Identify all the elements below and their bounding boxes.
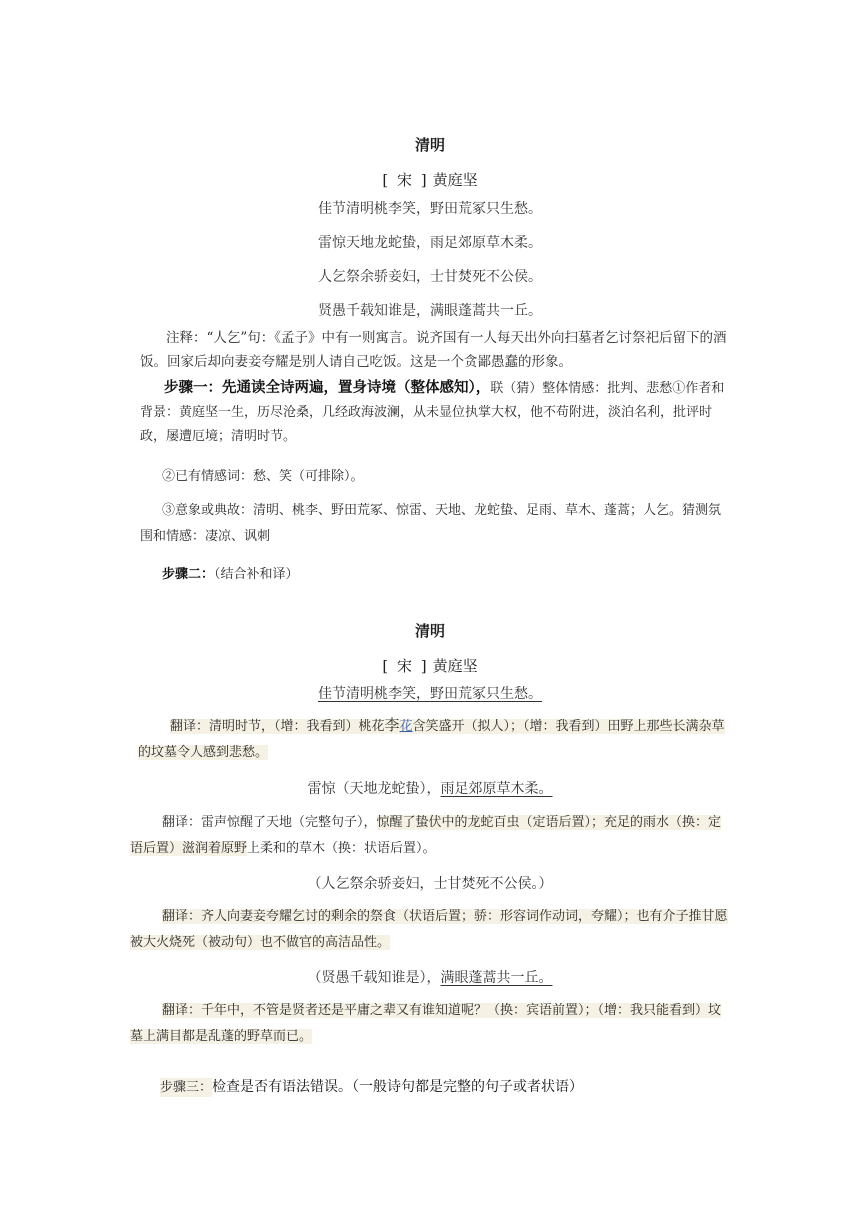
step3-label: 步骤三： <box>160 1080 213 1095</box>
step2-label: 步骤二： <box>162 566 215 581</box>
poem-title: 清明 <box>414 137 445 154</box>
translation-2-part-b: 惊醒了蛰伏中的龙蛇百虫（定语后置）；充足的雨水（换：定语后置）滋润着原野 <box>130 815 722 856</box>
poem-line-3-annotated: （人乞祭余骄妾妇，士甘焚死不公侯。） <box>307 876 553 892</box>
translation-3-text: 翻译：齐人向妻妾夸耀乞讨的剩余的祭食（状语后置；骄：形容词作动词，夸耀）；也有介子推甘愿被大火烧死（被动句）也不做官的高洁品性。 <box>130 909 728 950</box>
dynasty-label-2: [ 宋 ] <box>382 657 429 675</box>
author-name-2: 黄庭坚 <box>432 657 478 675</box>
poem-line-1-annotated <box>0 683 860 703</box>
step1-text: 联（猜）整体情感：批判、悲愁①作者和背景：黄庭坚一生，历尽沧桑，几经政海波澜，从未显位执掌大权，他不苟附进，淡泊名利，批评时政，屡遭厄境；清明时节。 <box>140 381 725 444</box>
translation-1 <box>138 712 732 766</box>
translation-3 <box>130 904 730 956</box>
poem-author <box>0 169 860 190</box>
step1-item-2: ②已有情感词：愁、笑（可排除）。 <box>162 469 364 484</box>
poem-line-2-part-a: 雷惊（天地龙蛇蛰）， <box>307 781 441 797</box>
step2-text: （结合补和译） <box>214 567 299 582</box>
translation-4-text: 翻译：千年中，不管是贤者还是平庸之辈又有谁知道呢？（换：宾语前置）；（增：我只能看到）坟墓上满目都是乱蓬的野草而已。 <box>130 1003 722 1044</box>
step1-heading: 步骤一：先通读全诗两遍，置身诗境（整体感知）， <box>164 379 491 396</box>
translation-2 <box>130 810 730 862</box>
translation-4 <box>130 998 730 1050</box>
translation-1-part-a: 翻译：清明时节，（增：我看到）桃花 <box>170 719 385 734</box>
step3-block <box>160 1076 583 1096</box>
poem-line-4-annotated <box>0 967 860 987</box>
translation-1-hua: 花 <box>399 719 413 734</box>
annotation-note: 注释：“人乞”句：《孟子》中有一则寓言。说齐国有一人每天出外向扫墓者乞讨祭祀后留下的酒饭。回家后却向妻妾夸耀是别人请自己吃饭。这是一个贪鄙愚蠢的形象。 <box>140 330 727 370</box>
translation-1-li: 李 <box>384 716 400 734</box>
poem-line-1-underlined: 佳节清明桃李笑，野田荒冢只生愁。 <box>318 686 542 702</box>
translation-1-part-b: 含笑盛开（拟人）；（增：我看到）田野上那些长满杂草的坟墓令人感到悲愁。 <box>138 719 725 760</box>
poem-line-3: 人乞祭余骄妾妇，士甘焚死不公侯。 <box>318 269 542 285</box>
poem-line-1: 佳节清明桃李笑，野田荒冢只生愁。 <box>318 201 542 217</box>
poem-line-4-part-a: （贤愚千载知谁是）， <box>307 970 441 986</box>
poem-line-2-part-b: 雨足郊原草木柔。 <box>440 781 553 797</box>
step3-text: 检查是否有语法错误。（一般诗句都是完整的句子或者状语） <box>212 1078 584 1094</box>
poem-line-2: 雷惊天地龙蛇蛰，雨足郊原草木柔。 <box>318 235 542 251</box>
poem-author-2 <box>0 655 860 676</box>
translation-2-part-c: 上柔和的草木（换：状语后置）。 <box>247 841 436 856</box>
poem-line-4-part-b: 满眼蓬蒿共一丘。 <box>440 970 553 986</box>
translation-2-part-a: 翻译：雷声惊醒了天地（完整句子）， <box>162 815 377 830</box>
dynasty-label: [ 宋 ] <box>382 171 429 189</box>
poem-line-4: 贤愚千载知谁是，满眼蓬蒿共一丘。 <box>318 303 542 319</box>
poem-title-2: 清明 <box>414 623 445 640</box>
author-name: 黄庭坚 <box>432 171 478 189</box>
poem-line-2-annotated <box>0 778 860 798</box>
step1-item-3: ③意象或典故：清明、桃李、野田荒冢、惊雷、天地、龙蛇蛰、足雨、草木、蓬蒿；人乞。猜测氛围和情感：凄凉、讽刺 <box>140 503 722 544</box>
step2-block <box>162 562 752 587</box>
step1-block <box>140 376 730 449</box>
